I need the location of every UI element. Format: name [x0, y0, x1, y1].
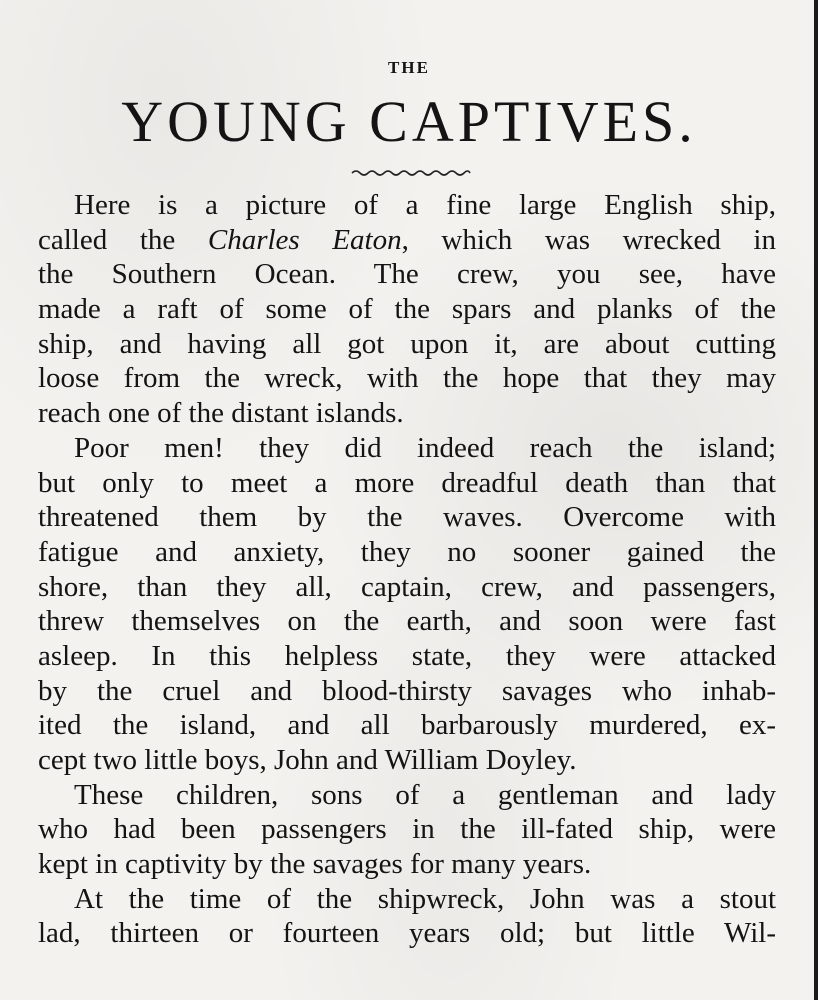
- text-segment: kept in captivity by the savages for many years.: [38, 848, 592, 881]
- text-segment: threw themselves on the earth, and soon were fast: [38, 605, 776, 638]
- text-segment: ited the island, and all barbarously murdered, ex-: [38, 709, 776, 742]
- text-segment: ship, and having all got upon it, are about cutting: [38, 327, 776, 360]
- text-segment: made a raft of some of the spars and planks of the: [38, 293, 776, 326]
- text-line: [38, 604, 776, 639]
- body-text: [38, 188, 776, 951]
- text-line: [38, 431, 776, 466]
- text-line: [38, 292, 776, 327]
- text-line: [38, 188, 776, 223]
- text-line: [38, 847, 776, 882]
- text-line: [38, 466, 776, 501]
- wavy-rule-ornament: [350, 166, 472, 180]
- text-line: [38, 743, 776, 778]
- text-line: [38, 361, 776, 396]
- text-segment: who had been passengers in the ill-fated ship, were: [38, 813, 776, 846]
- text-segment: the Southern Ocean. The crew, you see, have: [38, 258, 776, 291]
- text-segment: shore, than they all, captain, crew, and passengers,: [38, 570, 776, 603]
- text-line: [38, 916, 776, 951]
- page-title: YOUNG CAPTIVES.: [121, 89, 697, 154]
- text-segment: cept two little boys, John and William Doyley.: [38, 744, 577, 776]
- text-segment: At the time of the shipwreck, John was a stout: [74, 882, 776, 915]
- heading-small: THE: [388, 58, 430, 77]
- text-segment: by the cruel and blood-thirsty savages who inhab-: [38, 674, 776, 707]
- text-line: [38, 327, 776, 362]
- text-line: [38, 570, 776, 605]
- text-segment: lad, thirteen or fourteen years old; but little Wil-: [38, 917, 776, 950]
- text-segment: threatened them by the waves. Overcome with: [38, 501, 776, 534]
- text-segment: asleep. In this helpless state, they were attacked: [38, 639, 776, 672]
- text-line: [38, 778, 776, 813]
- text-line: [38, 708, 776, 743]
- ship-name: Charles Eaton: [207, 223, 402, 256]
- text-line: [38, 535, 776, 570]
- text-line: [38, 396, 776, 431]
- text-segment: Here is a picture of a fine large English ship,: [74, 189, 776, 221]
- text-segment: , which was wrecked in: [401, 223, 776, 256]
- text-segment: called the: [38, 223, 208, 256]
- text-line: [38, 812, 776, 847]
- text-line: [38, 223, 776, 258]
- text-segment: reach one of the distant islands.: [38, 397, 404, 430]
- text-line: [38, 500, 776, 535]
- text-segment: but only to meet a more dreadful death than that: [38, 466, 776, 499]
- text-segment: loose from the wreck, with the hope that they may: [38, 362, 776, 395]
- text-line: [38, 257, 776, 292]
- text-segment: fatigue and anxiety, they no sooner gained the: [38, 535, 776, 568]
- text-line: [38, 674, 776, 709]
- text-line: [38, 639, 776, 674]
- text-segment: These children, sons of a gentleman and lady: [74, 778, 776, 811]
- text-line: [38, 882, 776, 917]
- text-segment: Poor men! they did indeed reach the island;: [74, 431, 776, 464]
